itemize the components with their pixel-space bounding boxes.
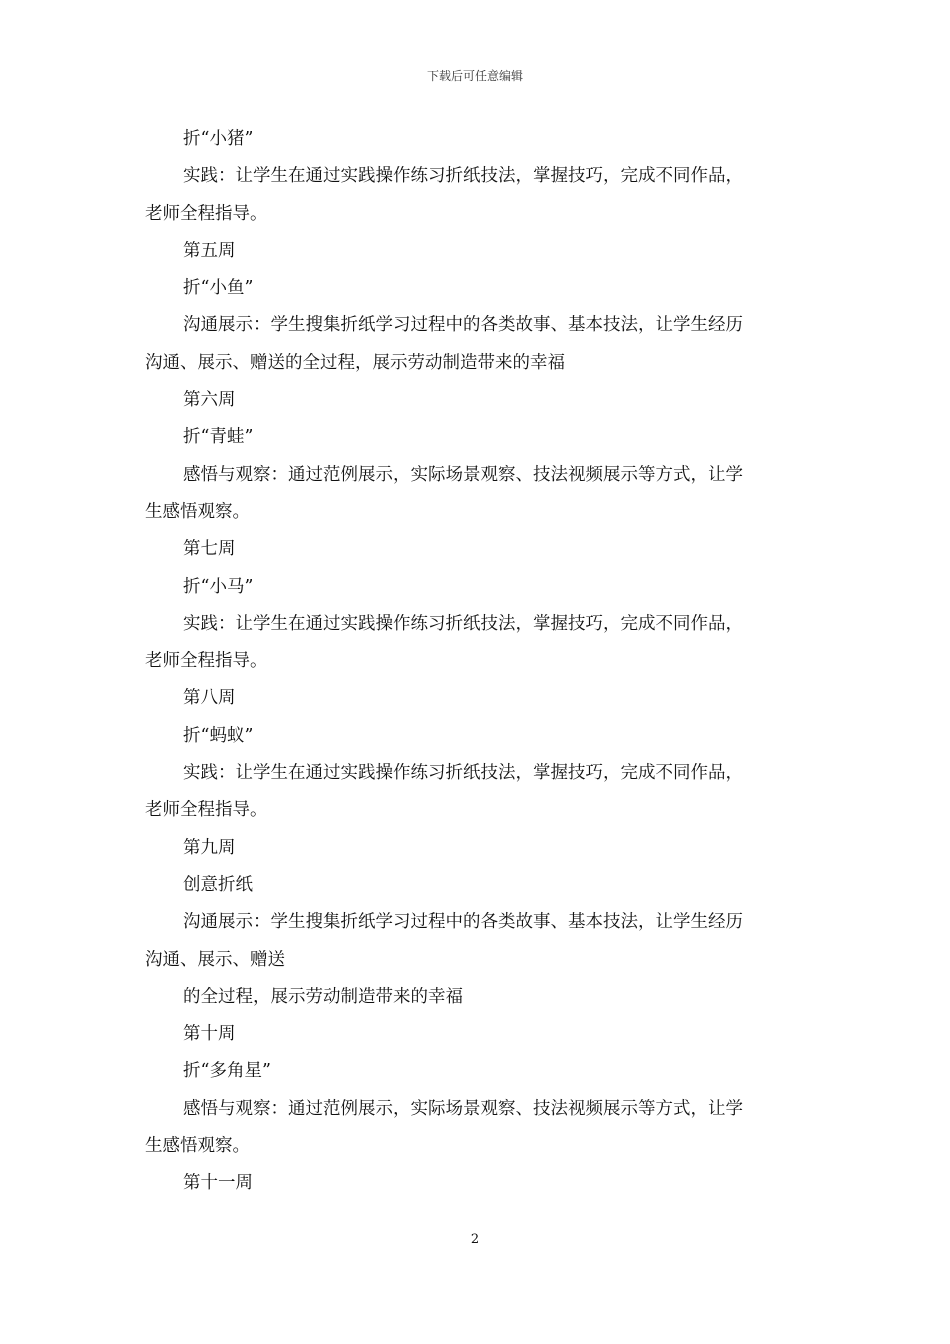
text-line: 实践：让学生在通过实践操作练习折纸技法，掌握技巧，完成不同作品，	[183, 763, 743, 784]
text-line: 第九周	[183, 837, 236, 858]
text-line: 折“小鱼”	[183, 278, 254, 299]
page-header: 下载后可任意编辑	[426, 69, 523, 83]
text-line: 折“小马”	[183, 576, 254, 597]
text-line: 折“小猪”	[183, 129, 254, 149]
text-line: 沟通、展示、赠送的全过程，展示劳动制造带来的幸福	[145, 352, 565, 373]
text-line: 实践：让学生在通过实践操作练习折纸技法，掌握技巧，完成不同作品，	[183, 166, 743, 187]
text-line: 感悟与观察：通过范例展示，实际场景观察、技法视频展示等方式，让学	[183, 464, 743, 485]
text-line: 感悟与观察：通过范例展示，实际场景观察、技法视频展示等方式，让学	[183, 1098, 743, 1119]
page-number: 2	[470, 1232, 480, 1247]
text-line: 沟通展示：学生搜集折纸学习过程中的各类故事、基本技法，让学生经历	[183, 315, 743, 336]
text-line: 老师全程指导。	[145, 203, 268, 224]
text-line: 折“青蛙”	[183, 427, 254, 448]
text-line: 实践：让学生在通过实践操作练习折纸技法，掌握技巧，完成不同作品，	[183, 613, 743, 634]
text-line: 折“多角星”	[183, 1061, 271, 1082]
text-line: 第十周	[183, 1024, 236, 1045]
text-line: 第六周	[183, 390, 236, 411]
text-line: 老师全程指导。	[145, 800, 268, 821]
text-line: 沟通展示：学生搜集折纸学习过程中的各类故事、基本技法，让学生经历	[183, 912, 743, 933]
text-line: 老师全程指导。	[145, 651, 268, 672]
text-line: 沟通、展示、赠送	[145, 949, 285, 970]
text-line: 折“蚂蚁”	[183, 725, 254, 746]
text-line: 第八周	[183, 688, 236, 709]
text-line: 第五周	[183, 240, 236, 261]
text-line: 生感悟观察。	[145, 501, 250, 522]
text-line: 第十一周	[183, 1173, 253, 1194]
text-line: 的全过程，展示劳动制造带来的幸福	[183, 986, 463, 1007]
document-body	[145, 121, 810, 1203]
text-line: 生感悟观察。	[145, 1136, 250, 1157]
text-line: 第七周	[183, 539, 236, 560]
text-line: 创意折纸	[183, 874, 253, 895]
